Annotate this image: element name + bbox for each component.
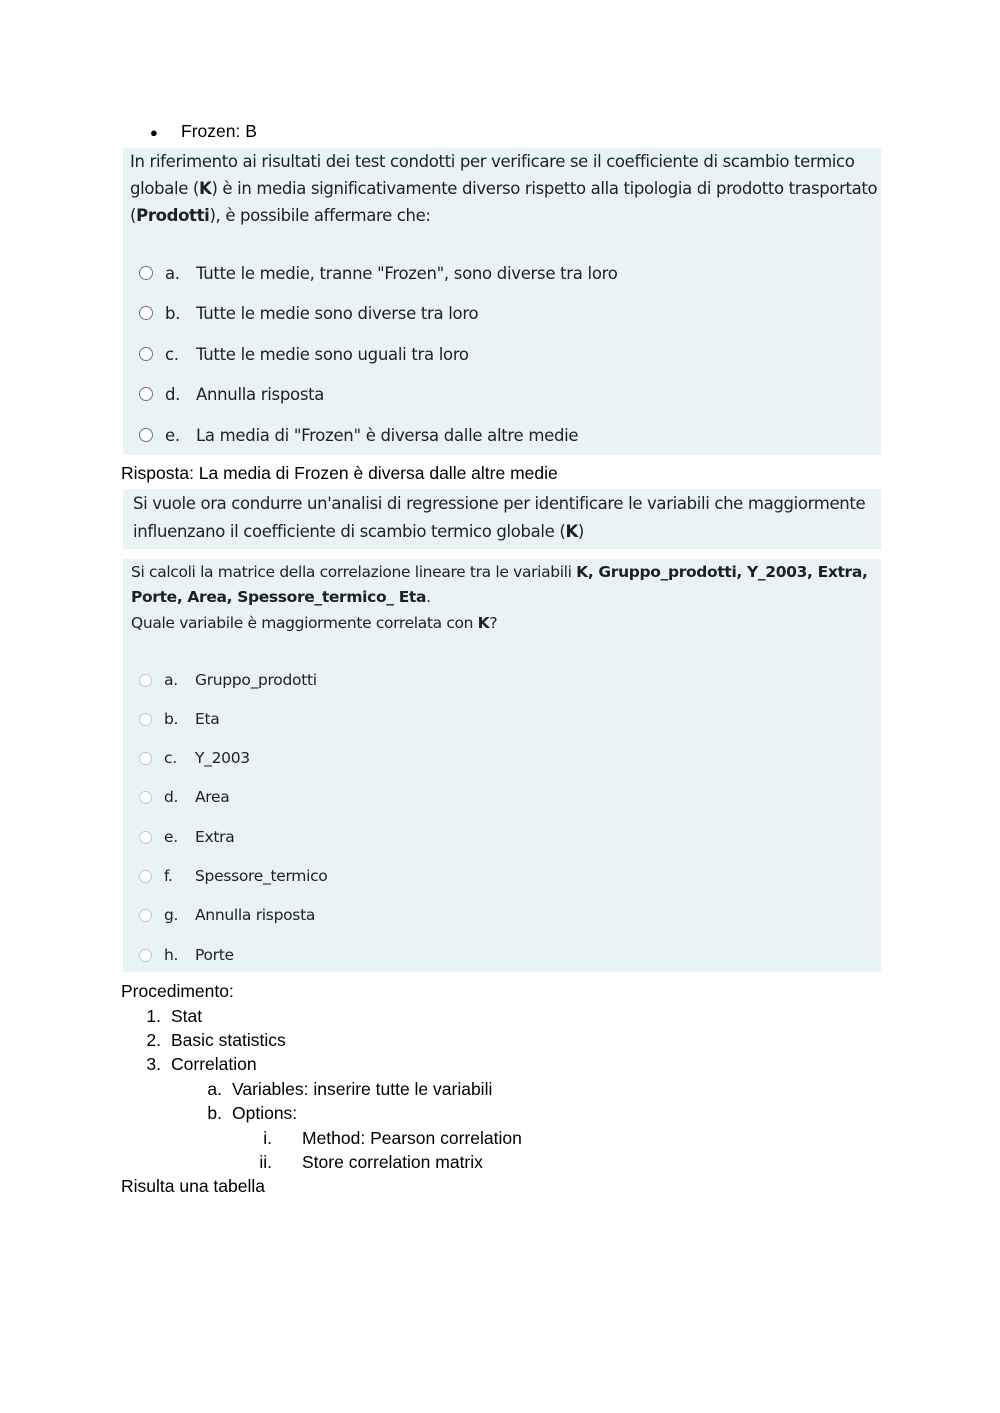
sub-sub-list-item: i. Method: Pearson correlation [263, 1128, 522, 1148]
question-2-line-1: Si calcoli la matrice della correlazione lineare tra le variabili K, Gruppo_prodotti, Y_2003, Extra, [131, 563, 868, 581]
question-1-line-2: globale (K) è in media significativamente diverso rispetto alla tipologia di prodotto trasportato [130, 179, 878, 198]
radio-button[interactable] [139, 791, 152, 804]
answer-text: Risposta: La media di Frozen è diversa dalle altre medie [121, 463, 558, 483]
intro-line-1: Si vuole ora condurre un'analisi di regressione per identificare le variabili che maggiormente [133, 494, 866, 513]
radio-button[interactable] [139, 347, 153, 361]
radio-button[interactable] [139, 713, 152, 726]
list-item: 3. Correlation [146, 1054, 257, 1074]
option-e[interactable]: e. Extra [139, 825, 234, 849]
intro-line-2: influenzano il coefficiente di scambio termico globale (K) [133, 522, 584, 541]
option-c[interactable]: c. Y_2003 [139, 746, 250, 770]
radio-button[interactable] [139, 428, 153, 442]
radio-button[interactable] [139, 831, 152, 844]
radio-button[interactable] [139, 949, 152, 962]
option-g[interactable]: g. Annulla risposta [139, 903, 315, 927]
option-b[interactable]: b. Eta [139, 707, 219, 731]
radio-button[interactable] [139, 306, 153, 320]
sub-list-item: a. Variables: inserire tutte le variabili [207, 1079, 493, 1099]
radio-button[interactable] [139, 674, 152, 687]
list-item: 2. Basic statistics [146, 1030, 286, 1050]
list-item: 1. Stat [146, 1006, 203, 1026]
option-d[interactable]: d. Annulla risposta [139, 382, 324, 406]
option-e[interactable]: e. La media di "Frozen" è diversa dalle altre medie [139, 423, 578, 447]
radio-button[interactable] [139, 870, 152, 883]
radio-button[interactable] [139, 387, 153, 401]
closing-text: Risulta una tabella [121, 1176, 265, 1196]
option-a[interactable]: a. Gruppo_prodotti [139, 668, 317, 692]
option-h[interactable]: h. Porte [139, 943, 234, 967]
question-1-line-1: In riferimento ai risultati dei test condotti per verificare se il coefficiente di scambio termico [130, 152, 855, 171]
bullet-text: Frozen: B [181, 121, 257, 141]
intro-panel [123, 489, 881, 549]
procedure-heading: Procedimento: [121, 981, 234, 1001]
radio-button[interactable] [139, 909, 152, 922]
option-b[interactable]: b. Tutte le medie sono diverse tra loro [139, 301, 478, 325]
question-2-panel [123, 559, 881, 972]
sub-list-item: b. Options: [207, 1103, 298, 1123]
question-2-line-3: Quale variabile è maggiormente correlata con K? [131, 614, 498, 632]
sub-sub-list-item: ii. Store correlation matrix [259, 1152, 483, 1172]
option-f[interactable]: f. Spessore_termico [139, 864, 328, 888]
option-d[interactable]: d. Area [139, 785, 229, 809]
question-1-panel [123, 148, 881, 455]
option-a[interactable]: a. Tutte le medie, tranne "Frozen", sono diverse tra loro [139, 261, 618, 285]
radio-button[interactable] [139, 266, 153, 280]
option-c[interactable]: c. Tutte le medie sono uguali tra loro [139, 342, 469, 366]
bullet-marker: ● [150, 125, 158, 140]
radio-button[interactable] [139, 752, 152, 765]
bullet-item [150, 119, 257, 145]
question-2-line-2: Porte, Area, Spessore_termico_ Eta. [131, 588, 431, 606]
question-1-line-3: (Prodotti), è possibile affermare che: [130, 206, 431, 225]
